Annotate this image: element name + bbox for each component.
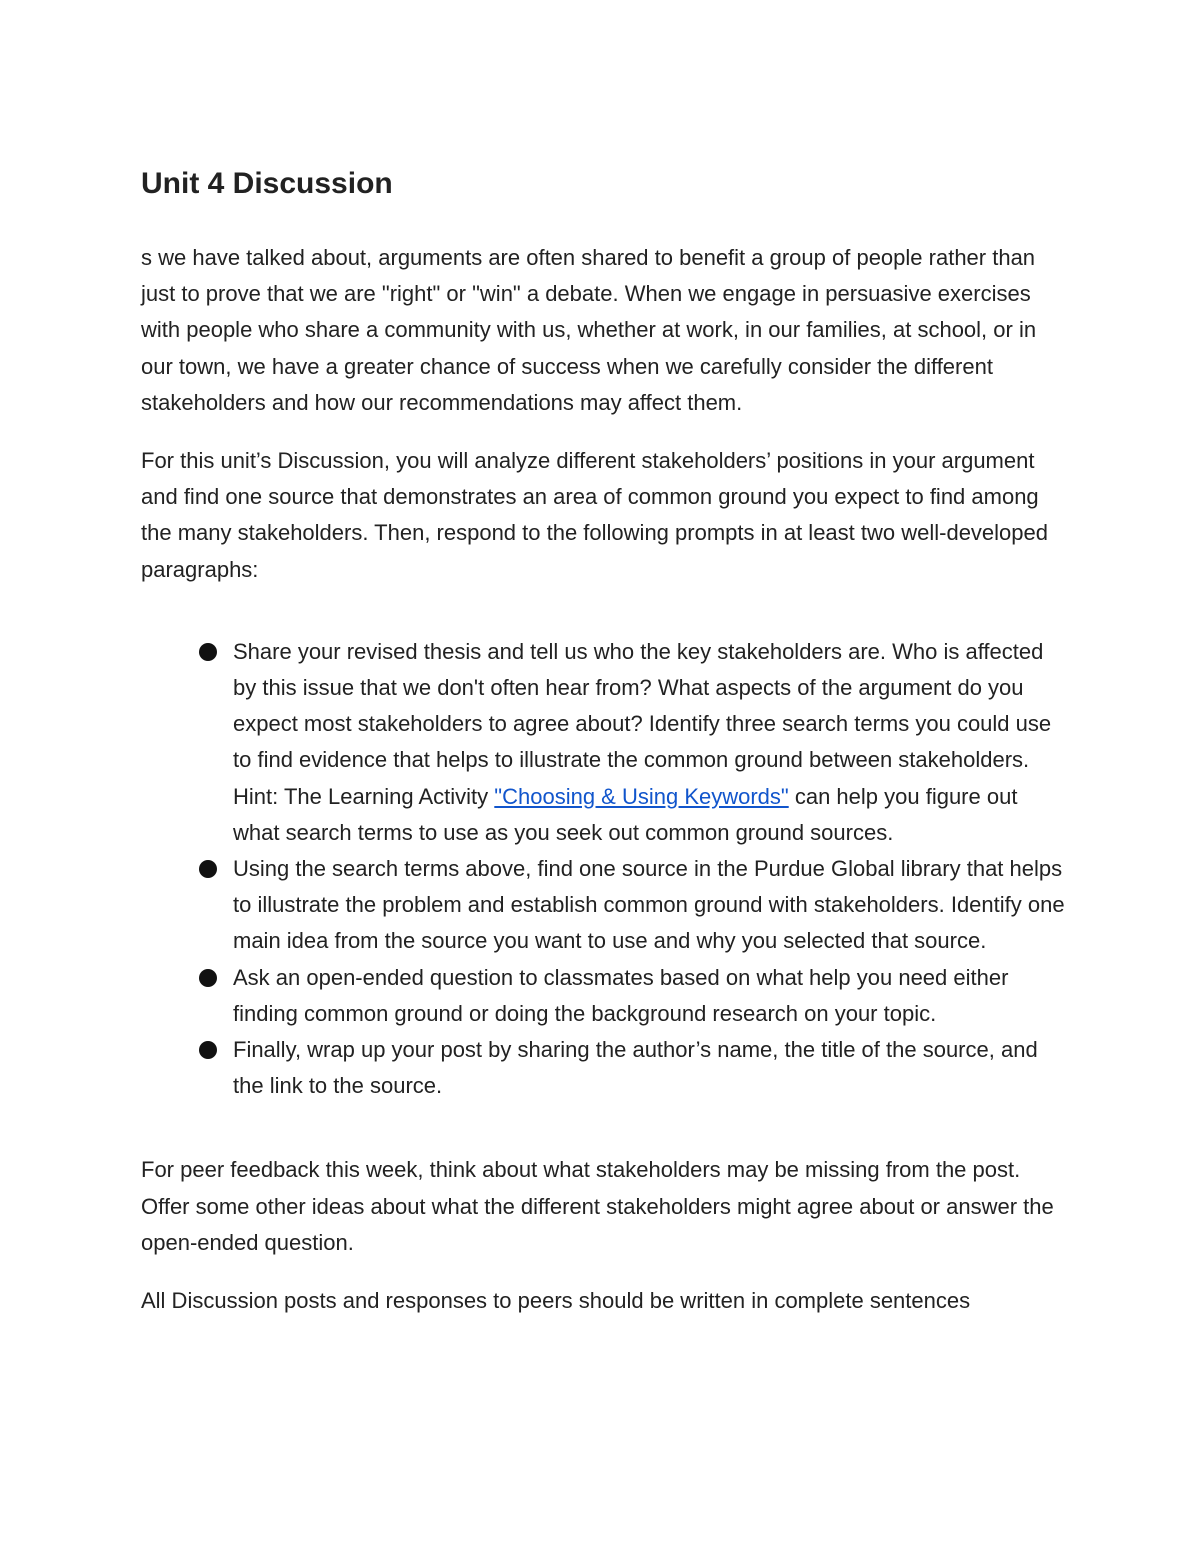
peer-feedback-paragraph: For peer feedback this week, think about what stakeholders may be missing from the post. Offer some other ideas about what the different stakeholders might agree about or answer the open-ended question.: [141, 1157, 1054, 1255]
intro-paragraph: s we have talked about, arguments are often shared to benefit a group of people rather than just to prove that we are "right" or "win" a debate. When we engage in persuasive exercises with people who share a community with us, whether at work, in our families, at school, or in our town, we have a greater chance of success when we carefully consider the different stakeholders and how our recommendations may affect them.: [141, 245, 1037, 415]
list-item-text: can help you figure out what search terms to use as you seek out common ground sources.: [233, 783, 1018, 845]
bullet-icon: [199, 643, 217, 661]
bullet-icon: [199, 1041, 217, 1059]
prompt-list: [141, 634, 1066, 1105]
choosing-using-keywords-link[interactable]: "Choosing & Using Keywords": [494, 783, 789, 809]
task-paragraph: For this unit’s Discussion, you will analyze different stakeholders’ positions in your argument and find one source that demonstrates an area of common ground you expect to find among the many stakeholders. Then, respond to the following prompts in at least two well-developed paragraphs:: [141, 448, 1048, 582]
list-item-text: Finally, wrap up your post by sharing the author’s name, the title of the source, and the link to the source.: [233, 1037, 1038, 1099]
list-item: [233, 851, 1066, 960]
list-item: [233, 634, 1066, 851]
list-item: [233, 1032, 1066, 1104]
document-page: [141, 158, 1066, 1319]
list-item-text: Ask an open-ended question to classmates based on what help you need either finding common ground or doing the background research on your topic.: [233, 964, 1009, 1026]
page-title: Unit 4 Discussion: [141, 167, 393, 200]
closing-paragraph: All Discussion posts and responses to peers should be written in complete sentences: [141, 1288, 971, 1314]
list-item: [233, 960, 1066, 1032]
bullet-icon: [199, 860, 217, 878]
list-item-text: Share your revised thesis and tell us who the key stakeholders are. Who is affected by this issue that we don't often hear from? What aspects of the argument do you expect most stakeholders to agree about? Identify three search terms you could use to find evidence that helps to illustrate the common ground between stakeholders. Hint: The Learning Activity: [233, 638, 1052, 809]
list-item-text: Using the search terms above, find one source in the Purdue Global library that helps to illustrate the problem and establish common ground with stakeholders. Identify one main idea from the source you want to use and why you selected that source.: [233, 856, 1065, 954]
bullet-icon: [199, 969, 217, 987]
